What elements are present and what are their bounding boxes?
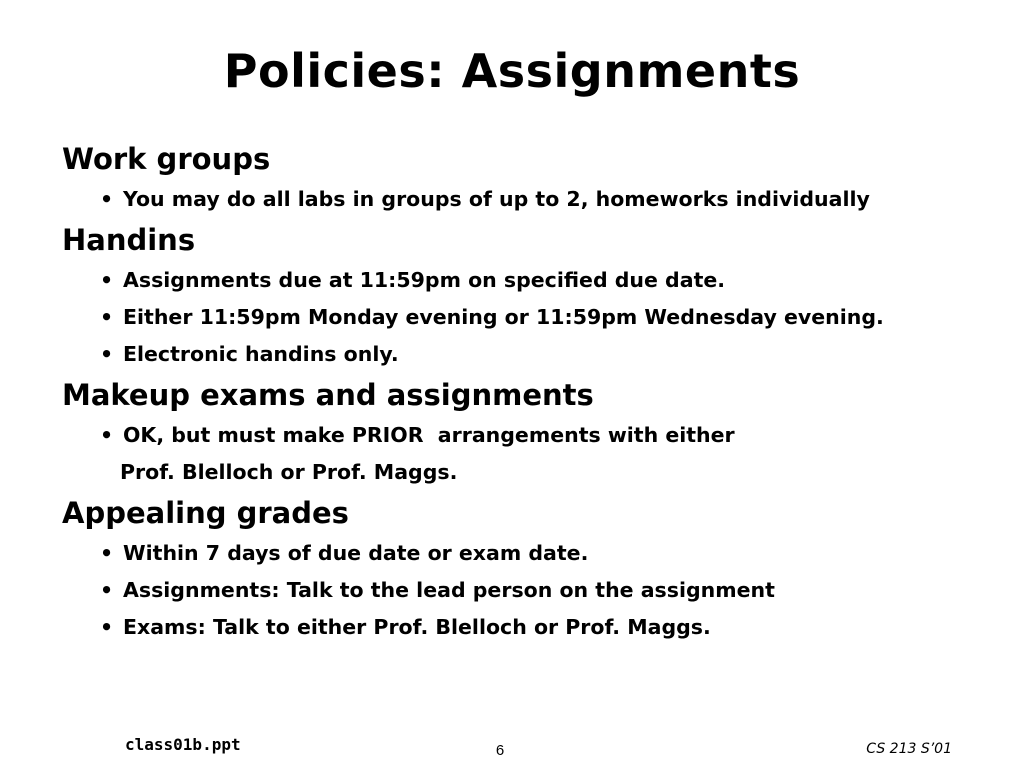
bullet-text: Prof. Blelloch or Prof. Maggs. bbox=[120, 460, 458, 484]
bullet-item bbox=[62, 299, 992, 336]
bullet-text: Exams: Talk to either Prof. Blelloch or Prof. Maggs. bbox=[123, 615, 711, 639]
bullet-item bbox=[62, 262, 992, 299]
bullet-icon: • bbox=[100, 541, 114, 565]
bullet-icon: • bbox=[100, 305, 114, 329]
bullet-item bbox=[62, 535, 992, 572]
bullet-text: Assignments: Talk to the lead person on the assignment bbox=[123, 578, 775, 602]
bullet-continuation bbox=[62, 454, 992, 491]
bullet-text: You may do all labs in groups of up to 2, homeworks individually bbox=[123, 187, 870, 211]
bullet-text: Assignments due at 11:59pm on specified due date. bbox=[123, 268, 726, 292]
footer-course: CS 213 S’01 bbox=[866, 741, 952, 757]
section-heading-work-groups: Work groups bbox=[62, 142, 271, 176]
bullet-text: OK, but must make PRIOR arrangements with either bbox=[123, 423, 735, 447]
bullet-item bbox=[62, 417, 992, 454]
bullet-text: Within 7 days of due date or exam date. bbox=[123, 541, 589, 565]
section-heading-makeup: Makeup exams and assignments bbox=[62, 378, 594, 412]
bullet-item bbox=[62, 336, 992, 373]
bullet-text: Either 11:59pm Monday evening or 11:59pm Wednesday evening. bbox=[123, 305, 884, 329]
bullet-icon: • bbox=[100, 423, 114, 447]
bullet-icon: • bbox=[100, 187, 114, 211]
bullet-icon: • bbox=[100, 342, 114, 366]
bullet-item bbox=[62, 572, 992, 609]
slide-content bbox=[62, 137, 992, 646]
bullet-item bbox=[62, 609, 992, 646]
slide-title: Policies: Assignments bbox=[223, 44, 801, 98]
section-heading-handins: Handins bbox=[62, 223, 196, 257]
section-heading-appealing-grades: Appealing grades bbox=[62, 496, 349, 530]
footer-filename: class01b.ppt bbox=[125, 735, 241, 754]
bullet-item bbox=[62, 181, 992, 218]
bullet-icon: • bbox=[100, 268, 114, 292]
bullet-icon: • bbox=[100, 615, 114, 639]
bullet-icon: • bbox=[100, 578, 114, 602]
footer-page-number: 6 bbox=[495, 742, 505, 759]
bullet-text: Electronic handins only. bbox=[123, 342, 399, 366]
